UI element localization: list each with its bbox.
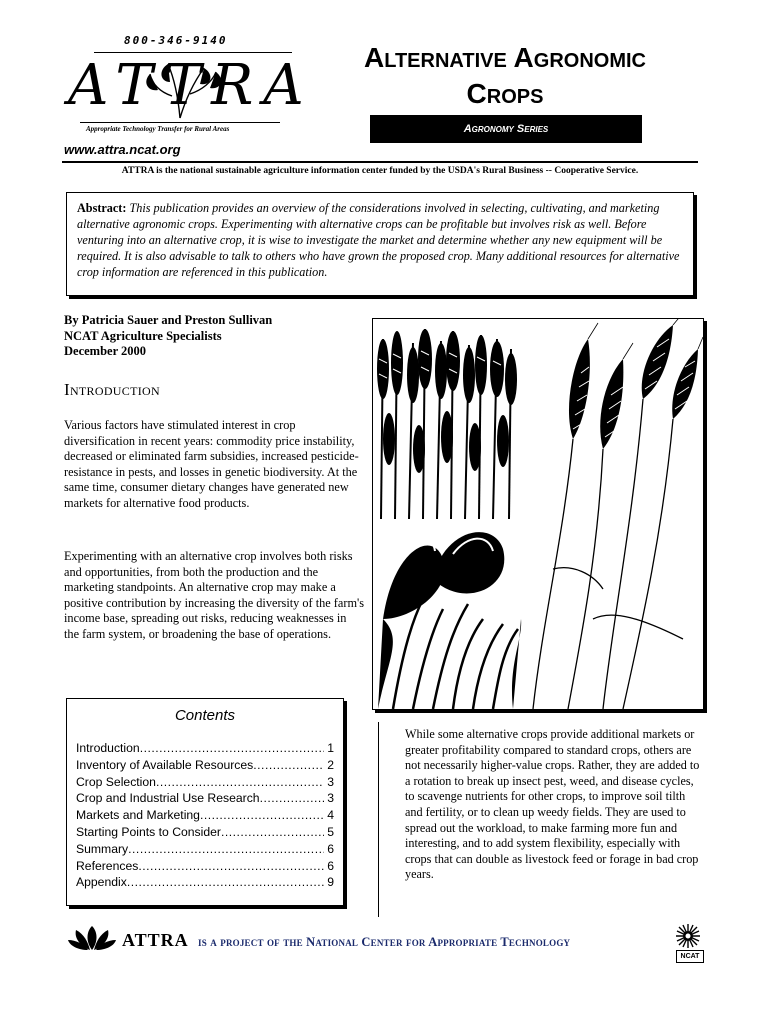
logo-rule [80,122,280,123]
table-of-contents [76,740,334,891]
ncat-label: NCAT [676,950,704,963]
toc-item-page: 6 [327,841,334,856]
toc-leader [140,740,325,757]
toc-leader [156,774,324,791]
crop-illustration [372,318,704,710]
toc-leader [138,858,324,875]
toc-item-summary[interactable] [76,841,334,858]
intro-paragraph-2: Experimenting with an alternative crop involves both risks and opportunities, from both the production and the marketing standpoints. An alternative crop may make a positive contribution by increasing the diversity of the farm's income base, spreading out risks, reducing weaknesses in the farm system, or broadening the base of operations. [64,549,365,641]
logo-tagline: Appropriate Technology Transfer for Rural Areas [86,125,230,133]
toc-item-label: Inventory of Available Resources [76,757,254,772]
toc-leader [200,807,324,824]
toc-item-label: Crop Selection [76,774,156,789]
title-line-2: Crops [466,78,544,109]
page-title [300,40,710,112]
toc-item-research[interactable] [76,790,334,807]
title-line-1: Alternative Agronomic [364,42,646,73]
toc-item-crop-selection[interactable] [76,774,334,791]
toc-item-references[interactable] [76,858,334,875]
grain-crops-illustration-icon [373,319,703,709]
intro-paragraph-1: Various factors have stimulated interest in crop diversification in recent years: commodity price instability, decreased or eliminated farm subsidies, increased pesticide-resistance in pests, and losses in genetic biodiversity. At the same time, consumer dietary changes have generated new markets for alternative food products. [64,418,359,510]
toc-leader [253,757,324,774]
phone-number: 800-346-9140 [124,34,228,47]
toc-item-page: 3 [327,774,334,789]
toc-item-introduction[interactable] [76,740,334,757]
contents-box [66,698,344,906]
toc-item-page: 3 [327,791,334,806]
header-rule [62,161,698,163]
series-banner [370,115,642,143]
toc-item-page: 1 [327,741,334,755]
byline [64,313,272,360]
toc-item-label: References [76,858,139,873]
toc-item-label: Summary [76,841,129,856]
introduction-heading: Introduction [64,380,160,399]
toc-item-label: Crop and Industrial Use Research [76,791,260,806]
footer-tagline: is a project of the National Center for Appropriate Technology [198,935,571,949]
toc-item-appendix[interactable] [76,874,334,891]
toc-item-page: 5 [327,824,334,839]
toc-item-page: 4 [327,808,334,823]
logo-wordmark: ATTRA [68,53,314,118]
toc-item-inventory[interactable] [76,757,334,774]
abstract-box [66,192,694,296]
toc-item-label: Introduction [76,741,140,755]
series-label: Agronomy Series [463,123,549,135]
byline-date: December 2000 [64,344,147,358]
toc-item-label: Starting Points to Consider [76,824,221,839]
toc-item-page: 2 [327,757,334,772]
toc-item-starting-points[interactable] [76,824,334,841]
toc-item-label: Markets and Marketing [76,808,200,823]
website-link[interactable]: www.attra.ncat.org [64,142,181,157]
toc-leader [127,874,324,891]
attra-leaf-icon [68,924,116,952]
byline-authors: By Patricia Sauer and Preston Sullivan [64,313,273,327]
contents-title: Contents [174,707,236,724]
column-rule [378,722,379,917]
toc-item-page: 9 [327,875,334,890]
abstract-label: Abstract: [77,201,127,215]
abstract-text: This publication provides an overview of the considerations involved in selecting, cultivating, and marketing alternative agronomic crops. Experimenting with alternative crops can be profitable but involves risk as well. Before venturing into an alternative crop, it is wise to investigate the market and determine whether any new equipment will be required. It is also advisable to talk to others who have grown the proposed crop. Many additional resources for alternative crop information are referenced in this publication. [77,201,680,279]
toc-item-markets[interactable] [76,807,334,824]
toc-leader [128,841,324,858]
toc-leader [221,824,324,841]
mission-statement: ATTRA is the national sustainable agriculture information center funded by the USDA's Rural Business -- Cooperative Service. [121,166,639,176]
byline-role: NCAT Agriculture Specialists [64,328,222,343]
footer-attra-wordmark: ATTRA [122,930,189,950]
toc-item-page: 6 [327,858,334,873]
toc-leader [260,790,325,807]
toc-item-label: Appendix [76,875,127,890]
intro-paragraph-3: While some alternative crops provide additional markets or greater profitability compared to standard crops, others are not necessarily higher-value crops. Rather, they are added to a rotation to break up insect pest, weed, and disease cycles, to scavenge nutrients for other crops, to improve soil tilth and fertility, or to clean up weedy fields. They are used to spread out the workload, to make farming more fun and interesting, and to add system flexibility, especially with crops that can double as livestock feed or forage in bad crop years. [405,727,700,882]
